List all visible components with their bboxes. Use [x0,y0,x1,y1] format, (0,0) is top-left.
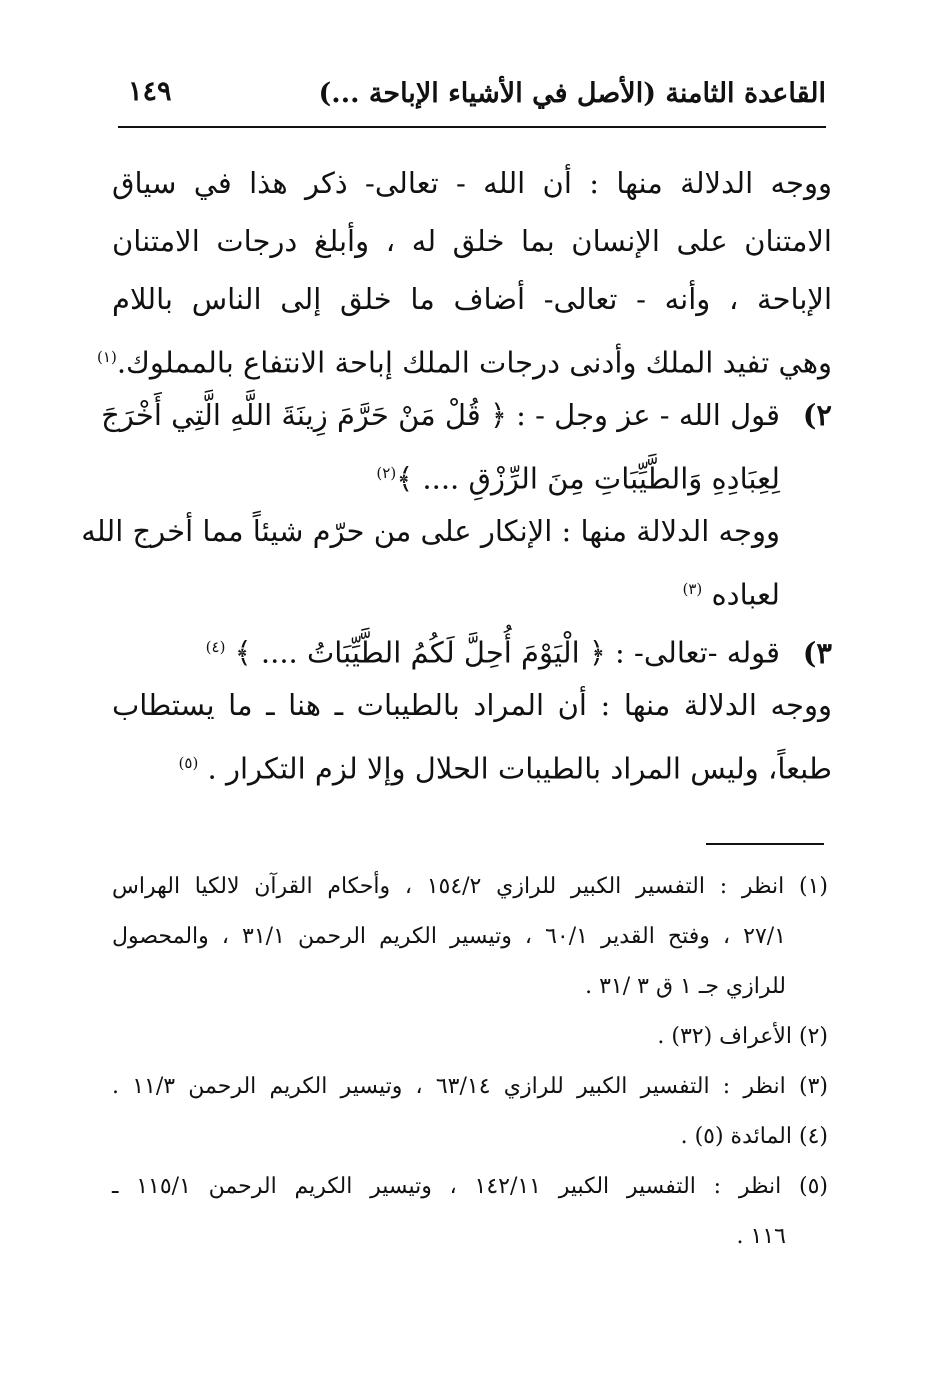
paragraph-line: لعباده $^{(٣)}$ [682,577,780,612]
paragraph-line: طبعاً، وليس المراد بالطيبات الحلال وإلا لزم التكرار . $^{(٥)}$ [178,751,832,786]
list-item: ٣)قوله -تعالى- : ﴿ الْيَوْمَ أُحِلَّ لَكُمُ الطَّيِّبَاتُ .... ﴾ $^{(٤)}$ [112,618,832,676]
header-rule [118,126,826,128]
footnote-line: ٢٧/١ ، وفتح القدير ٦٠/١ ، وتيسير الكريم الرحمن ٣١/١ ، والمحصول [112,924,786,949]
page-header [118,72,826,124]
list-item: ٢)قول الله - عز وجل - : ﴿ قُلْ مَنْ حَرَّمَ زِينَةَ اللَّهِ الَّتِي أَخْرَجَ [112,386,832,444]
footnote-ref: (٤) [205,638,226,656]
footnotes [112,862,828,1262]
footnote-line: (٤) المائدة (٥) . [680,1124,828,1149]
footnote-ref: (٥) [178,754,199,772]
paragraph-line: ووجه الدلالة منها : أن الله - تعالى- ذكر هذا في سياق [112,166,832,200]
paragraph-line: الامتنان على الإنسان بما خلق له ، وأبلغ درجات الامتنان [112,224,832,258]
footnote-ref: (٣) [682,580,703,598]
chapter-title: القاعدة الثامنة (الأصل في الأشياء الإباحة ...) [318,78,826,109]
footnote-rule [706,843,824,845]
paragraph-line: ووجه الدلالة منها : الإنكار على من حرّم شيئاً مما أخرج الله [81,514,780,548]
paragraph-line: وهي تفيد الملك وأدنى درجات الملك إباحة الانتفاع بالمملوك.$^{(١)}$ [97,345,832,380]
paragraph-line: الإباحة ، وأنه - تعالى- أضاف ما خلق إلى الناس باللام [112,282,832,316]
footnote-line: (٥) انظر : التفسير الكبير ١٤٢/١١ ، وتيسير الكريم الرحمن ١١٥/١ ـ [112,1174,829,1199]
footnote-line: (٢) الأعراف (٣٢) . [657,1024,828,1049]
footnote-line: (١) انظر : التفسير الكبير للرازي ١٥٤/٢ ، وأحكام القرآن لالكيا الهراس [112,874,829,899]
page-number: ١٤٩ [128,76,172,107]
item-number: ٢) [802,398,832,432]
paragraph-line: لِعِبَادِهِ وَالطَّيِّبَاتِ مِنَ الرِّزْقِ .... ﴾$^{(٢)}$ [376,461,780,496]
footnote-ref: (٢) [376,464,397,482]
footnote-line: (٣) انظر : التفسير الكبير للرازي ٦٣/١٤ ، وتيسير الكريم الرحمن ١١/٣ . [112,1074,828,1099]
main-text [81,154,832,792]
item-number: ٣) [802,635,832,670]
footnote-ref: (١) [97,348,117,366]
footnote-line: ١١٦ . [736,1224,786,1249]
paragraph-line: ووجه الدلالة منها : أن المراد بالطيبات ـ هنا ـ ما يستطاب [112,688,832,722]
footnote-line: للرازي جـ ١ ق ٣ /٣١ . [585,974,786,999]
